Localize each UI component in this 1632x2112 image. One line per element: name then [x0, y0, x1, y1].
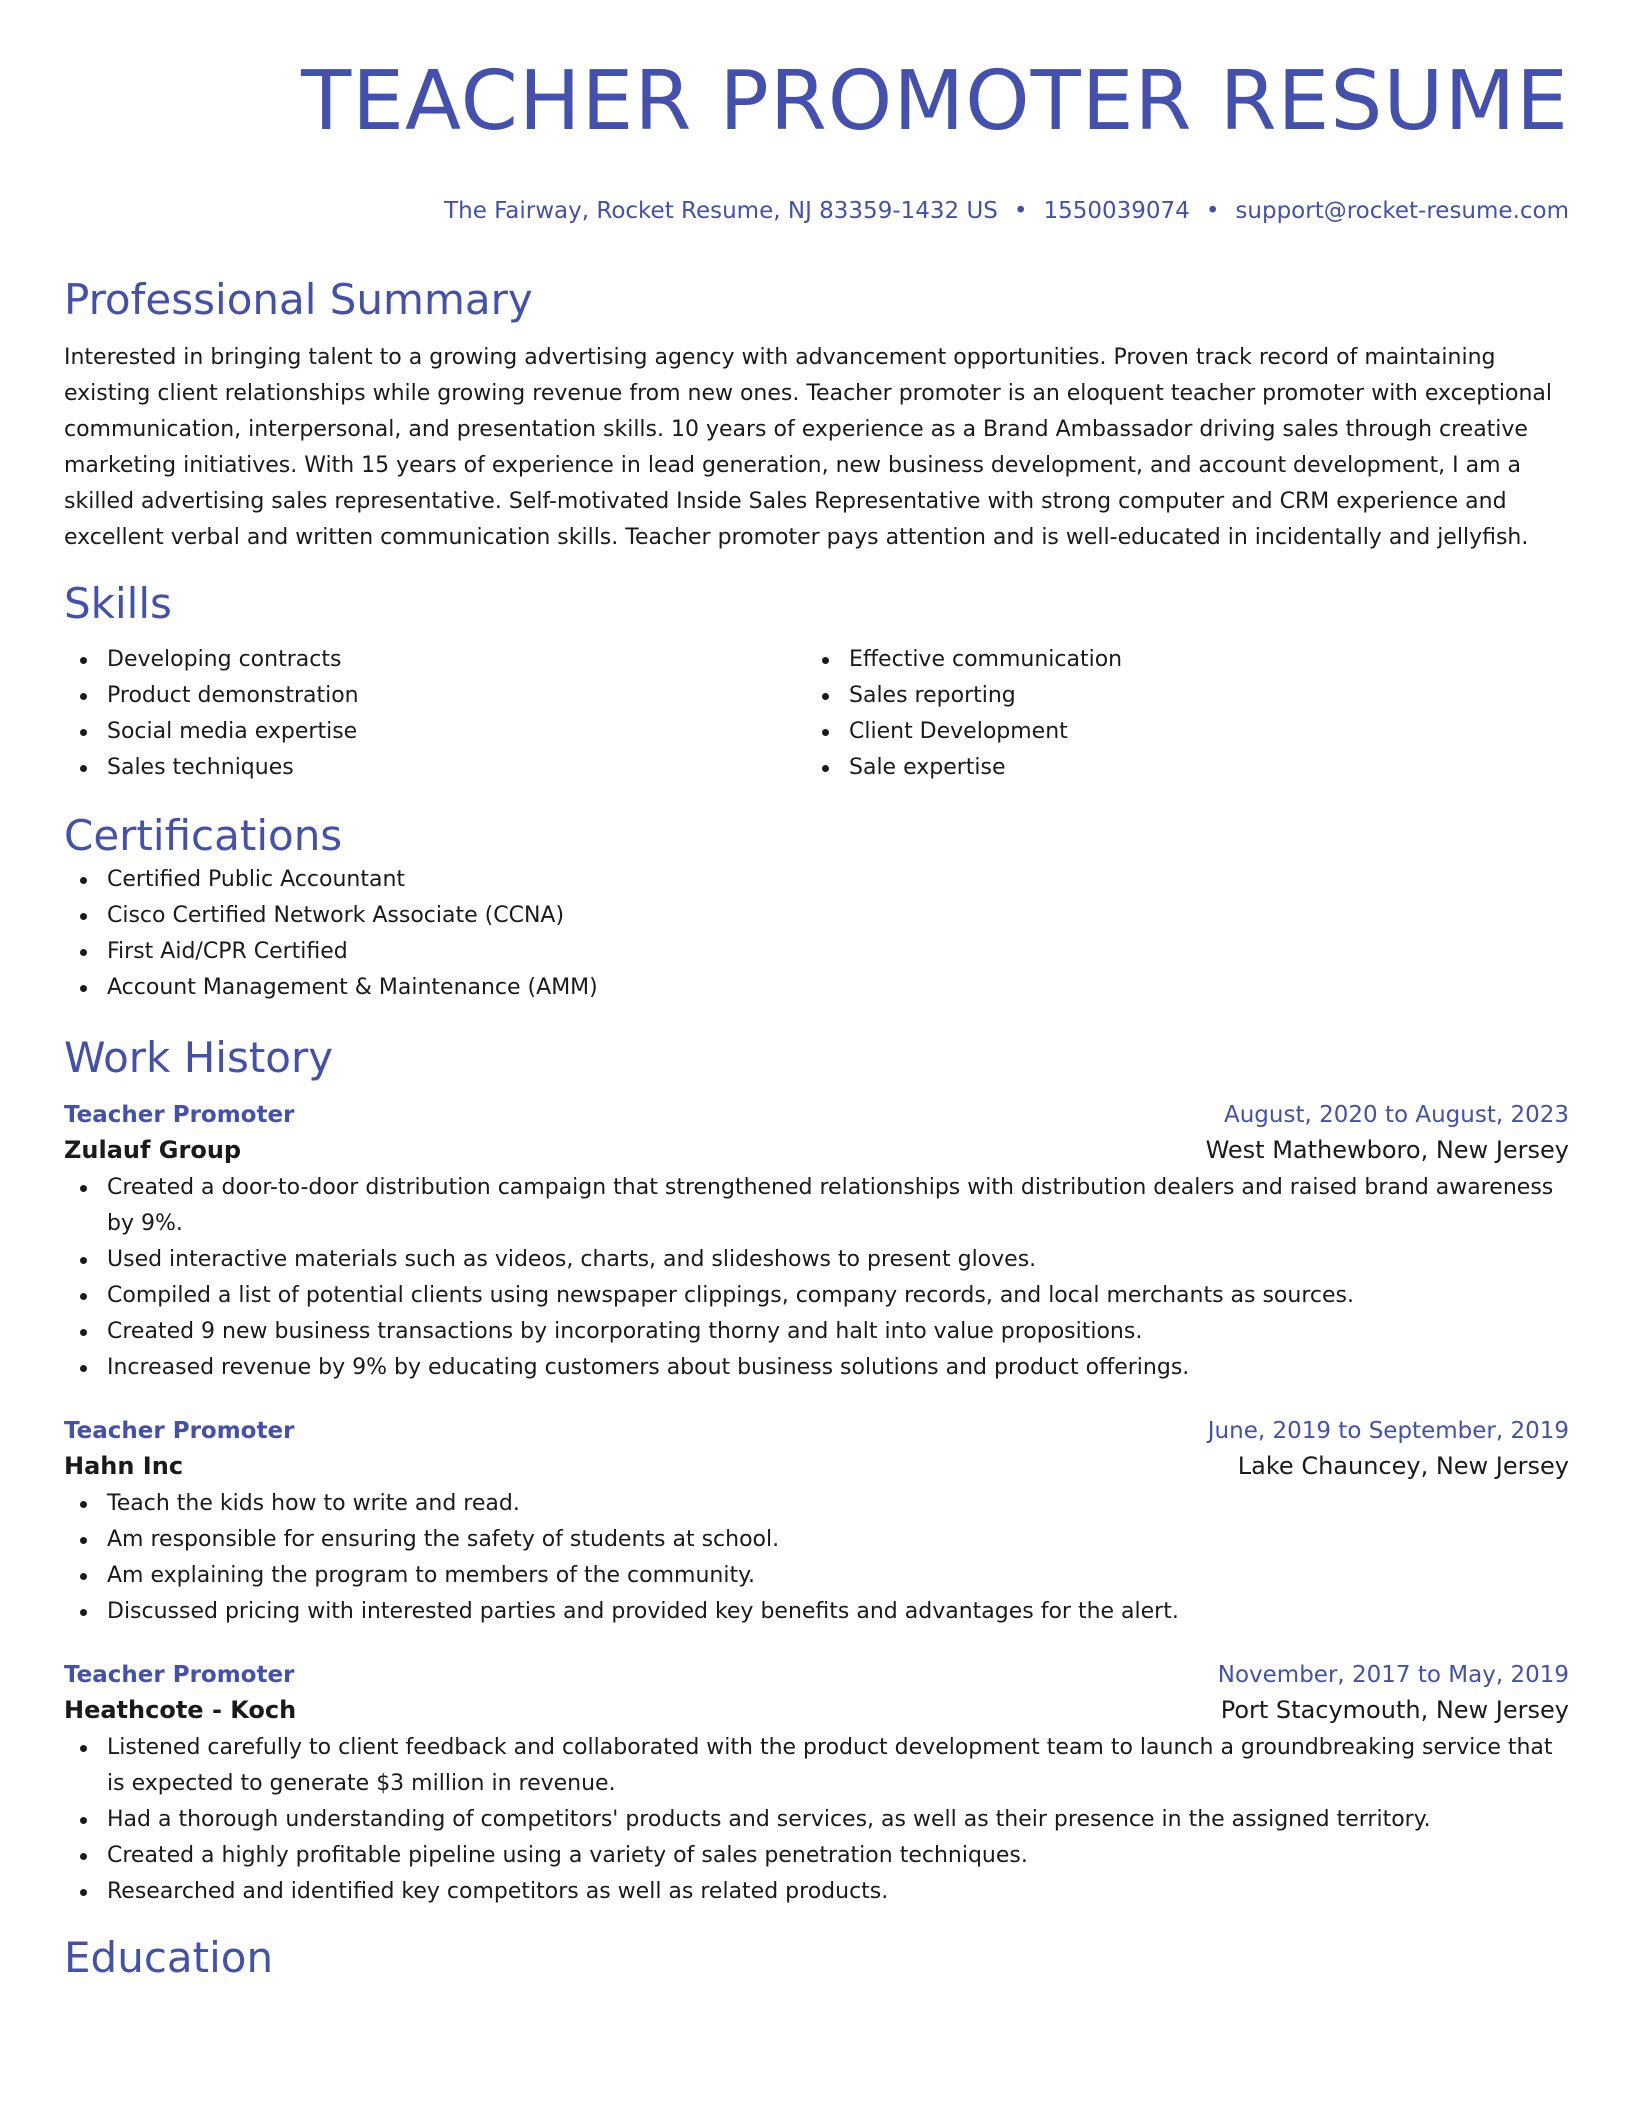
job-title-row: [64, 1100, 1569, 1130]
skills-section: [64, 578, 1569, 786]
certification-item: Cisco Certified Network Associate (CCNA): [107, 898, 1569, 934]
certifications-section: [64, 810, 1569, 1006]
job-company-row: [64, 1446, 1569, 1486]
contact-separator: •: [1205, 198, 1220, 224]
education-section: [64, 1932, 1569, 1984]
job-bullet: Created a highly profitable pipeline using a variety of sales penetration techniques.: [107, 1838, 1569, 1874]
skill-item: Sales reporting: [849, 678, 1548, 714]
certifications-list: [64, 862, 1569, 1006]
skill-item: Client Development: [849, 714, 1548, 750]
job-bullet: Created a door-to-door distribution campaign that strengthened relationships with distribution dealers and raised brand awareness by 9%.: [107, 1170, 1569, 1242]
job-company-row: [64, 1130, 1569, 1170]
resume-name: TEACHER PROMOTER RESUME: [301, 54, 1569, 149]
skills-column-left: [64, 642, 806, 786]
job-bullet: Used interactive materials such as videos, charts, and slideshows to present gloves.: [107, 1242, 1569, 1278]
job-entry: [64, 1660, 1569, 1910]
job-dates: June, 2019 to September, 2019: [1207, 1418, 1569, 1444]
education-heading: Education: [64, 1933, 274, 1982]
job-title: Teacher Promoter: [64, 1102, 295, 1128]
skill-item: Effective communication: [849, 642, 1548, 678]
skills-list-left: [64, 642, 806, 786]
job-company: Heathcote - Koch: [64, 1696, 297, 1724]
work-history-section: [64, 1032, 1569, 1910]
job-bullet: Compiled a list of potential clients using newspaper clippings, company records, and local merchants as sources.: [107, 1278, 1569, 1314]
skills-column-right: [806, 642, 1548, 786]
skills-grid: [64, 642, 1569, 786]
certification-item: Account Management & Maintenance (AMM): [107, 970, 1569, 1006]
job-title: Teacher Promoter: [64, 1662, 295, 1688]
job-bullet: Am explaining the program to members of the community.: [107, 1558, 1569, 1594]
job-location: West Mathewboro, New Jersey: [1205, 1136, 1569, 1164]
job-title-row: [64, 1660, 1569, 1690]
job-company: Hahn Inc: [64, 1452, 184, 1480]
skills-heading: Skills: [64, 579, 172, 628]
work-history-heading: Work History: [64, 1033, 334, 1082]
job-company: Zulauf Group: [64, 1136, 242, 1164]
contact-address: The Fairway, Rocket Resume, NJ 83359-1432 US: [444, 198, 998, 224]
skill-item: Developing contracts: [107, 642, 806, 678]
job-bullet: Teach the kids how to write and read.: [107, 1486, 1569, 1522]
job-dates: November, 2017 to May, 2019: [1217, 1662, 1569, 1688]
skill-item: Product demonstration: [107, 678, 806, 714]
job-entry: [64, 1416, 1569, 1630]
contact-line: [64, 196, 1569, 226]
job-bullet: Researched and identified key competitors as well as related products.: [107, 1874, 1569, 1910]
resume-header: [64, 0, 1569, 226]
skill-item: Sale expertise: [849, 750, 1548, 786]
contact-separator: •: [1013, 198, 1028, 224]
certification-item: First Aid/CPR Certified: [107, 934, 1569, 970]
contact-phone: 1550039074: [1043, 198, 1190, 224]
job-bullet: Listened carefully to client feedback and collaborated with the product development team to launch a groundbreaking service that is expected to generate $3 million in revenue.: [107, 1730, 1569, 1802]
job-location: Lake Chauncey, New Jersey: [1237, 1452, 1569, 1480]
job-bullets: [64, 1170, 1569, 1386]
skill-item: Social media expertise: [107, 714, 806, 750]
job-title-row: [64, 1416, 1569, 1446]
job-bullet: Discussed pricing with interested parties and provided key benefits and advantages for the alert.: [107, 1594, 1569, 1630]
job-bullet: Increased revenue by 9% by educating customers about business solutions and product offerings.: [107, 1350, 1569, 1386]
job-dates: August, 2020 to August, 2023: [1224, 1102, 1569, 1128]
job-title: Teacher Promoter: [64, 1418, 295, 1444]
summary-heading: Professional Summary: [64, 275, 533, 324]
skills-list-right: [806, 642, 1548, 786]
job-entry: [64, 1100, 1569, 1386]
job-company-row: [64, 1690, 1569, 1730]
skill-item: Sales techniques: [107, 750, 806, 786]
certifications-heading: Certifications: [64, 811, 343, 860]
job-bullet: Created 9 new business transactions by incorporating thorny and halt into value propositions.: [107, 1314, 1569, 1350]
certification-item: Certified Public Accountant: [107, 862, 1569, 898]
job-bullet: Had a thorough understanding of competitors' products and services, as well as their presence in the assigned territory.: [107, 1802, 1569, 1838]
job-bullet: Am responsible for ensuring the safety of students at school.: [107, 1522, 1569, 1558]
job-bullets: [64, 1486, 1569, 1630]
contact-email: support@rocket-resume.com: [1235, 198, 1569, 224]
summary-text: Interested in bringing talent to a growing advertising agency with advancement opportunities. Proven track record of maintaining existing client relationships while growing revenue from new ones. Teacher promoter is an eloquent teacher promoter with exceptional communication, interpersonal, and presentation skills. 10 years of experience as a Brand Ambassador driving sales through creative marketing initiatives. With 15 years of experience in lead generation, new business development, and account development, I am a skilled advertising sales representative. Self-motivated Inside Sales Representative with strong computer and CRM experience and excellent verbal and written communication skills. Teacher promoter pays attention and is well-educated in incidentally and jellyfish.: [64, 345, 1552, 550]
job-location: Port Stacymouth, New Jersey: [1220, 1696, 1569, 1724]
job-bullets: [64, 1730, 1569, 1910]
summary-section: [64, 274, 1569, 556]
